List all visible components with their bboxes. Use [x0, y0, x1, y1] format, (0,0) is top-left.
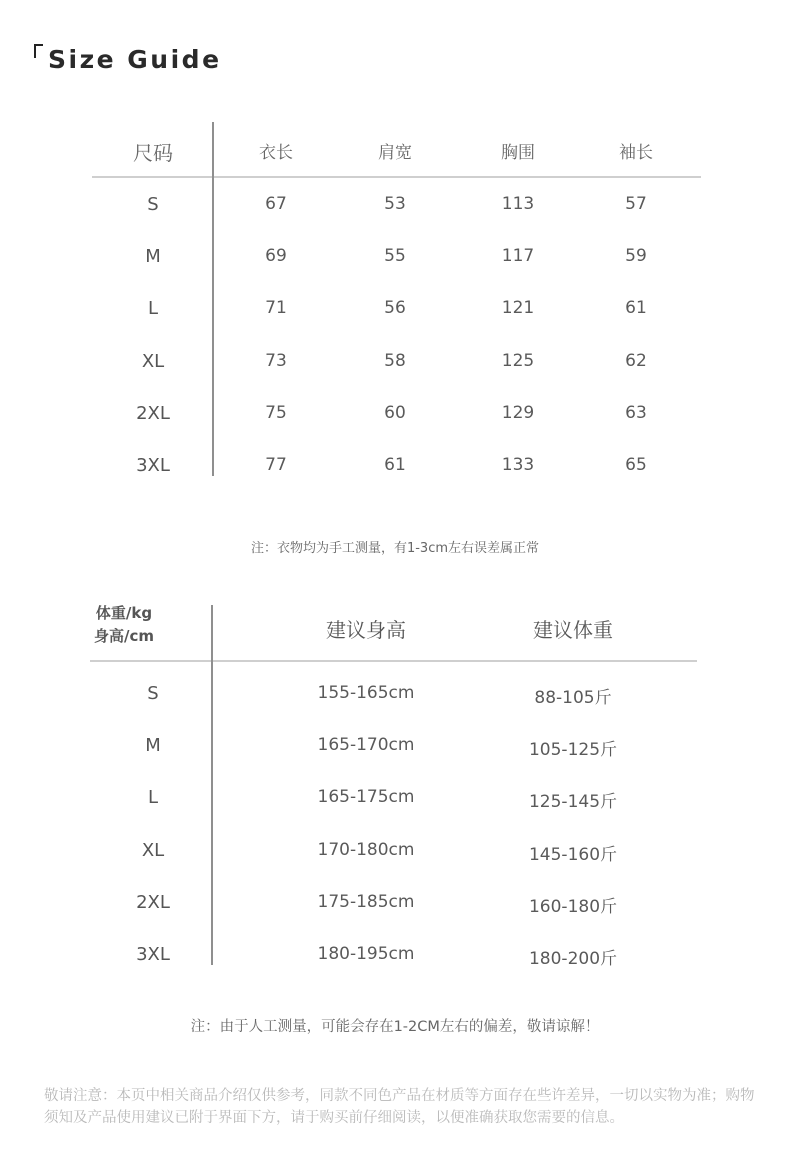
size-table-cell-chest: 129 [501, 403, 535, 423]
deviation-note: 注：由于人工测量，可能会存在1-2CM左右的偏差，敬请谅解！ [190, 1019, 600, 1035]
recommendation-table-header-height: 建议身高 [326, 618, 406, 642]
recommendation-table-cell-size: L [147, 787, 159, 808]
size-table-cell-chest: 125 [501, 351, 535, 371]
size-table-cell-size: S [147, 194, 159, 215]
measurement-note: 注：衣物均为手工测量，有1-3cm左右误差属正常 [250, 541, 540, 556]
size-table-cell-shoulder: 58 [384, 351, 406, 371]
size-table-cell-size: XL [141, 351, 165, 372]
size-table-cell-length: 67 [265, 194, 287, 214]
size-table-cell-length: 69 [265, 246, 287, 266]
title-corner-mark [34, 44, 43, 58]
size-table-cell-chest: 121 [501, 298, 535, 318]
size-table-header-sleeve: 袖长 [619, 143, 653, 163]
size-table-cell-sleeve: 57 [625, 194, 647, 214]
recommendation-table-cell-height: 180-195cm [317, 944, 415, 964]
size-table-header-length: 衣长 [259, 143, 293, 163]
recommendation-table-cell-size: S [147, 683, 159, 704]
disclaimer-text: 敬请注意：本页中相关商品介绍仅供参考，同款不同色产品在材质等方面存在些许差异，一切以实物为准；购物须知及产品使用建议已附于界面下方，请于购买前仔细阅读，以便准确获取您需要的信息。 [44, 1088, 755, 1126]
size-table-cell-length: 77 [265, 455, 287, 475]
size-table-cell-shoulder: 56 [384, 298, 406, 318]
size-table-cell-sleeve: 63 [625, 403, 647, 423]
recommendation-table-cell-size: M [145, 735, 161, 756]
recommendation-table-cell-size: XL [141, 840, 165, 861]
recommendation-table-cell-size: 3XL [136, 944, 170, 965]
recommendation-table-cell-height: 155-165cm [317, 683, 415, 703]
size-table-cell-chest: 133 [501, 455, 535, 475]
size-table-cell-length: 75 [265, 403, 287, 423]
size-table-cell-length: 71 [265, 298, 287, 318]
recommendation-table-cell-weight: 105-125斤 [528, 740, 618, 760]
page-title: Size Guide [48, 45, 222, 74]
recommendation-table-cell-weight: 125-145斤 [528, 792, 618, 812]
corner-weight-label: 体重/kg [95, 604, 153, 622]
size-table-header-shoulder: 肩宽 [378, 143, 412, 163]
size-table-cell-length: 73 [265, 351, 287, 371]
size-table-cell-size: L [147, 298, 159, 319]
size-table-header-chest: 胸围 [501, 143, 535, 163]
size-table-cell-sleeve: 61 [625, 298, 647, 318]
recommendation-table-cell-height: 165-170cm [317, 735, 415, 755]
recommendation-table-cell-weight: 160-180斤 [528, 897, 618, 917]
corner-height-label: 身高/cm [93, 627, 154, 645]
size-table-cell-size: 2XL [136, 403, 170, 424]
size-table-cell-chest: 113 [501, 194, 535, 214]
recommendation-table-cell-size: 2XL [136, 892, 170, 913]
recommendation-table-cell-height: 175-185cm [317, 892, 415, 912]
recommendation-table-cell-height: 165-175cm [317, 787, 415, 807]
recommendation-table-header-weight: 建议体重 [533, 618, 613, 642]
size-table-cell-size: M [145, 246, 161, 267]
size-table-header-divider [92, 176, 701, 178]
size-table-cell-sleeve: 62 [625, 351, 647, 371]
size-table-cell-sleeve: 59 [625, 246, 647, 266]
size-table-cell-shoulder: 55 [384, 246, 406, 266]
size-table-cell-chest: 117 [501, 246, 535, 266]
size-table-cell-sleeve: 65 [625, 455, 647, 475]
recommendation-table-cell-weight: 88-105斤 [534, 688, 612, 708]
recommendation-table-cell-height: 170-180cm [317, 840, 415, 860]
size-table-cell-shoulder: 60 [384, 403, 406, 423]
size-table-cell-size: 3XL [136, 455, 170, 476]
recommendation-table-cell-weight: 180-200斤 [528, 949, 618, 969]
recommendation-table-cell-weight: 145-160斤 [528, 845, 618, 865]
size-table-cell-shoulder: 53 [384, 194, 406, 214]
size-table-cell-shoulder: 61 [384, 455, 406, 475]
size-table-header-size: 尺码 [133, 141, 173, 165]
recommendation-table-header-divider [90, 660, 697, 662]
